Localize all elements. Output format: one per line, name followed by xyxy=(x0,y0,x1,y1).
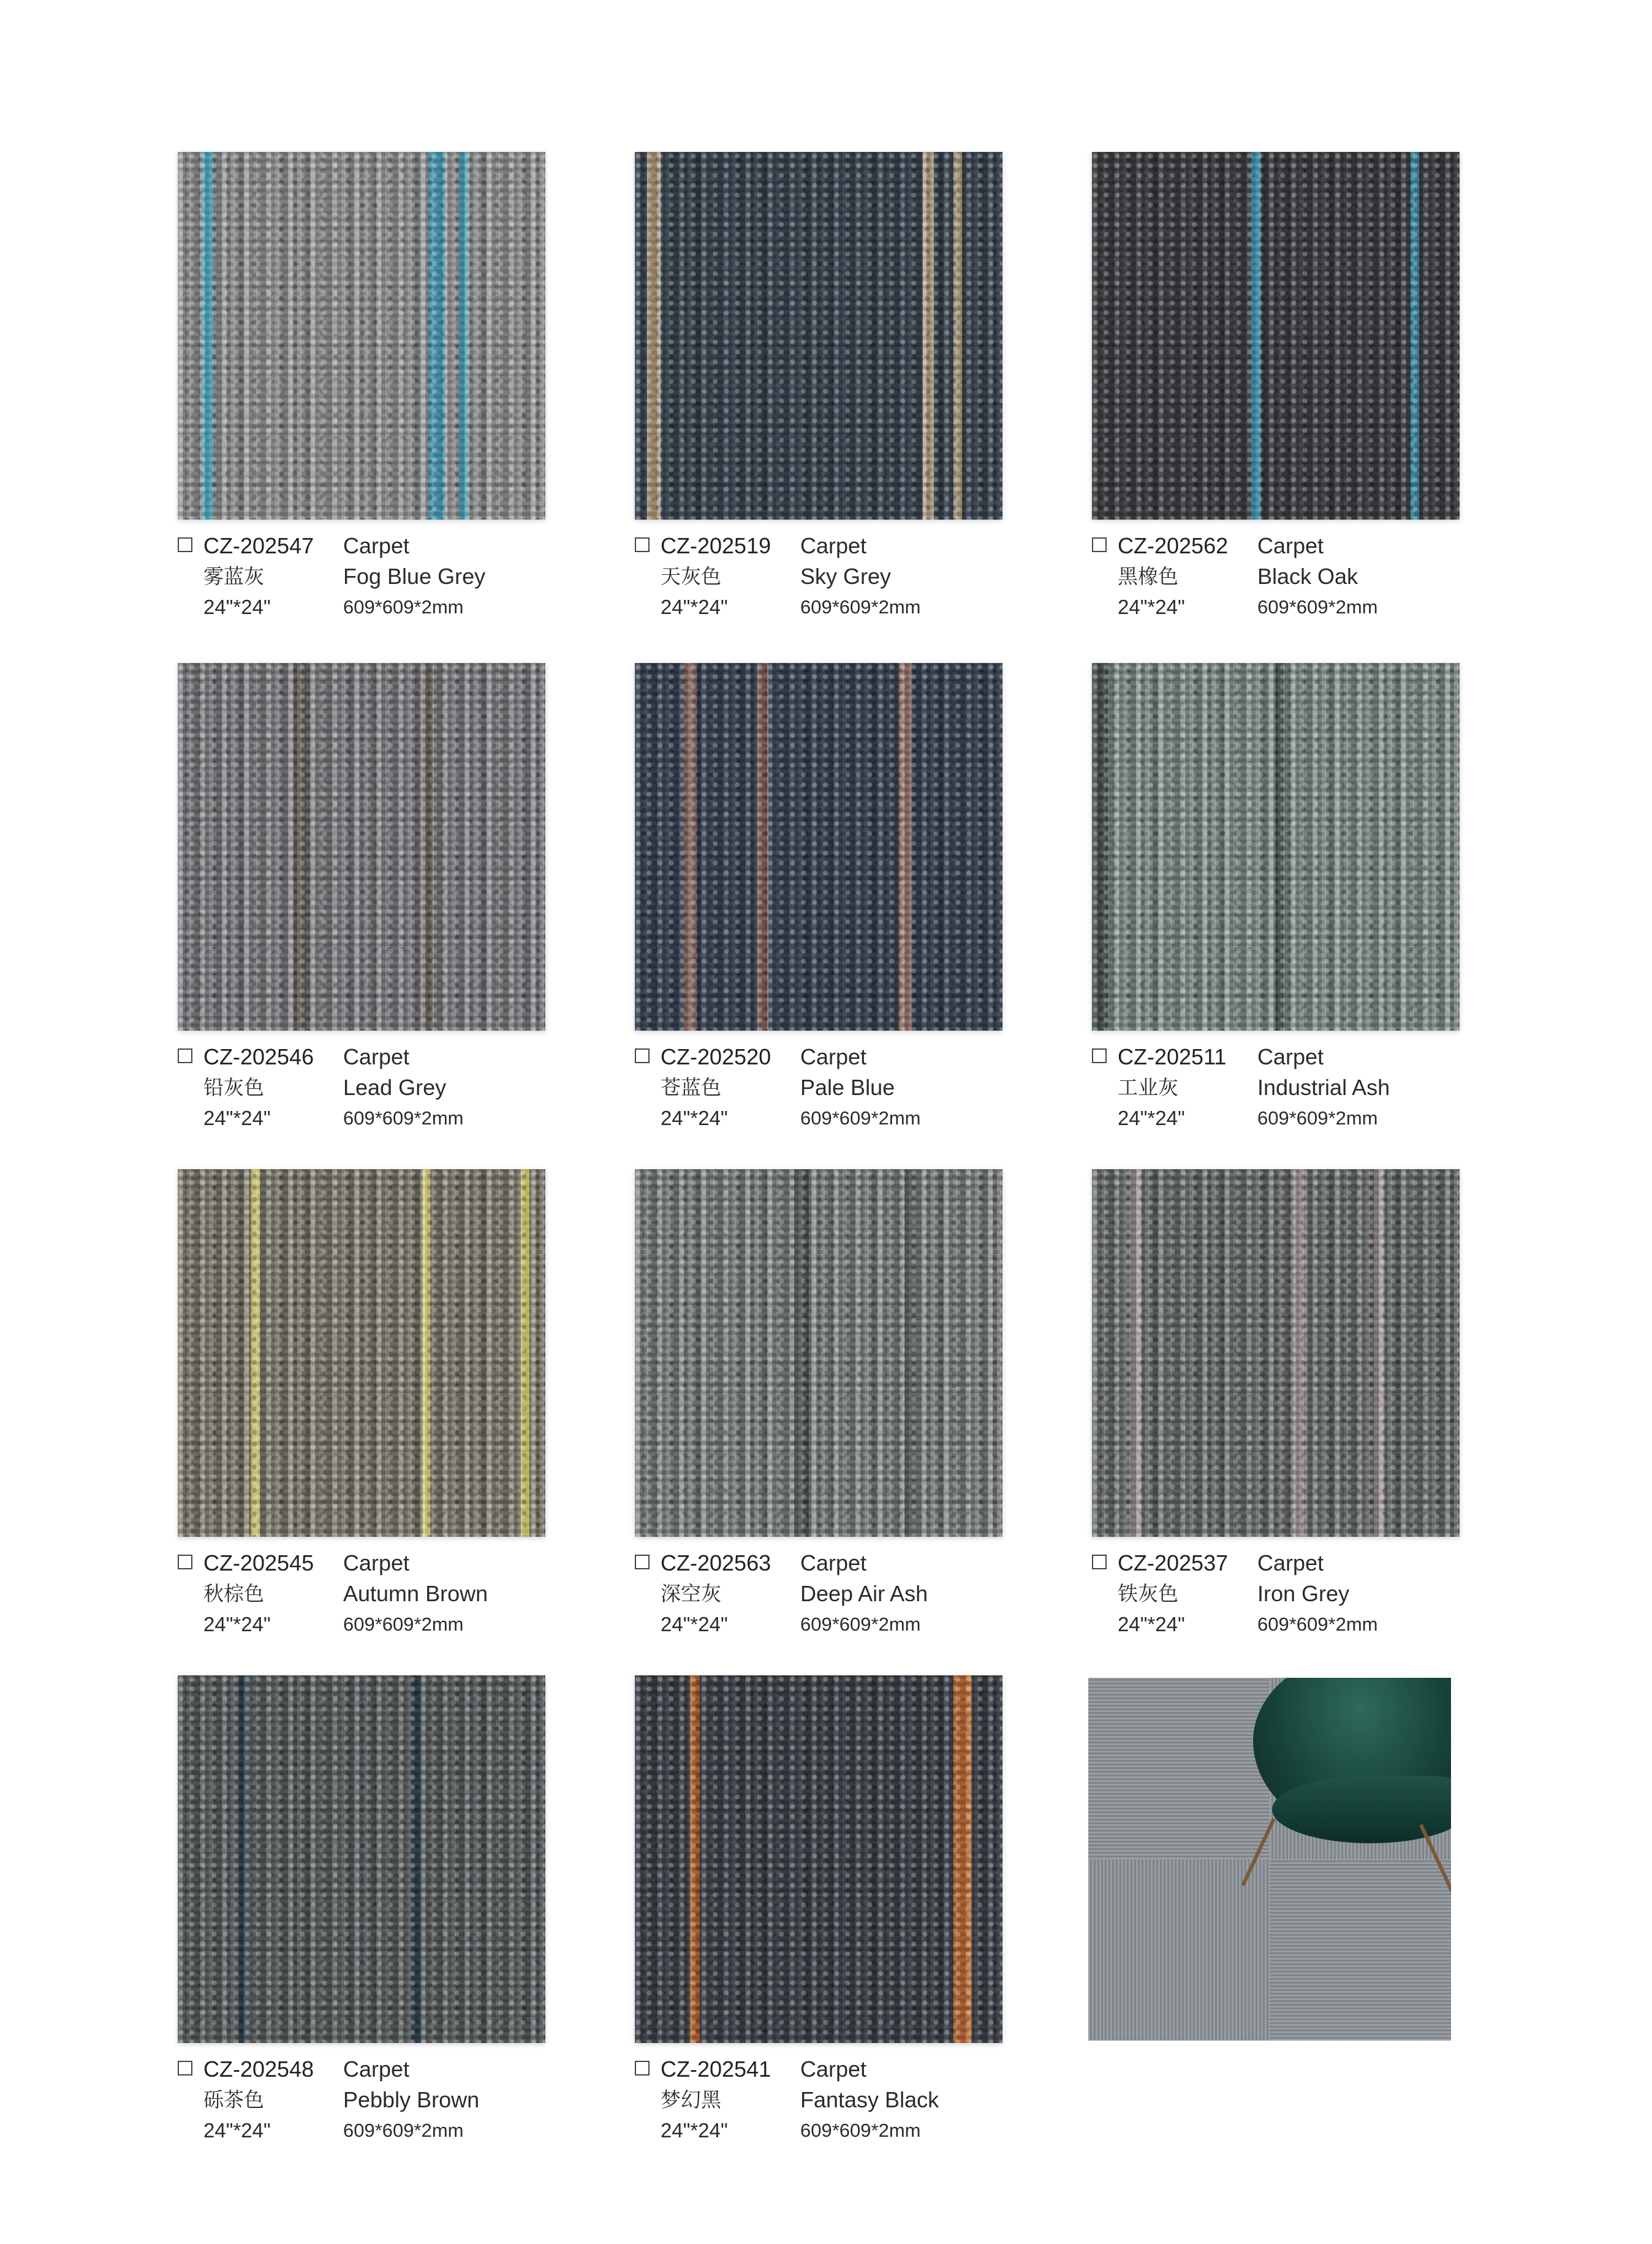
product-code: CZ-202562 xyxy=(1118,533,1229,558)
select-checkbox[interactable] xyxy=(1092,1048,1107,1063)
product-name-cn: 苍蓝色 xyxy=(661,1075,721,1099)
carpet-swatch-image xyxy=(1092,663,1460,1031)
product-name-en: Iron Grey xyxy=(1257,1581,1350,1606)
product-name-en: Pale Blue xyxy=(800,1075,895,1100)
product-meta xyxy=(635,531,1101,635)
product-code: CZ-202520 xyxy=(661,1044,771,1069)
product-size-mm: 609*609*2mm xyxy=(343,596,464,618)
product-meta xyxy=(178,1042,643,1146)
product-size-inches: 24"*24" xyxy=(1118,1107,1185,1129)
product-code: CZ-202548 xyxy=(203,2056,314,2082)
carpet-swatch-image xyxy=(178,663,545,1031)
product-code: CZ-202546 xyxy=(203,1044,314,1069)
product-meta xyxy=(178,531,643,635)
product-code: CZ-202563 xyxy=(661,1550,771,1575)
product-name-en: Fantasy Black xyxy=(800,2087,939,2112)
product-name-en: Pebbly Brown xyxy=(343,2087,480,2112)
product-size-mm: 609*609*2mm xyxy=(1257,1107,1378,1129)
product-code: CZ-202545 xyxy=(203,1550,314,1575)
product-size-mm: 609*609*2mm xyxy=(1257,1613,1378,1635)
product-size-mm: 609*609*2mm xyxy=(800,1613,921,1635)
select-checkbox[interactable] xyxy=(178,1048,192,1063)
product-size-inches: 24"*24" xyxy=(203,1613,271,1636)
product-code: CZ-202547 xyxy=(203,533,314,558)
product-name-en: Sky Grey xyxy=(800,564,892,589)
product-type: Carpet xyxy=(343,1550,410,1575)
carpet-swatch-image xyxy=(178,1169,545,1537)
carpet-swatch-image xyxy=(635,1675,1002,2043)
product-meta xyxy=(178,2054,643,2158)
product-type: Carpet xyxy=(343,533,410,558)
product-type: Carpet xyxy=(343,2056,410,2082)
product-size-mm: 609*609*2mm xyxy=(343,1107,464,1129)
carpet-swatch-image xyxy=(1092,1169,1460,1537)
product-name-en: Industrial Ash xyxy=(1257,1075,1390,1100)
product-size-mm: 609*609*2mm xyxy=(343,2120,464,2141)
product-type: Carpet xyxy=(800,533,867,558)
select-checkbox[interactable] xyxy=(635,1048,650,1063)
product-name-cn: 铁灰色 xyxy=(1118,1582,1178,1605)
product-name-cn: 深空灰 xyxy=(661,1582,721,1605)
product-type: Carpet xyxy=(1257,533,1324,558)
product-size-mm: 609*609*2mm xyxy=(800,2120,921,2141)
product-meta xyxy=(1092,531,1558,635)
product-size-inches: 24"*24" xyxy=(661,1613,728,1636)
product-size-inches: 24"*24" xyxy=(203,596,271,618)
product-code: CZ-202541 xyxy=(661,2056,771,2082)
select-checkbox[interactable] xyxy=(635,537,650,552)
product-name-cn: 梦幻黑 xyxy=(661,2088,721,2112)
select-checkbox[interactable] xyxy=(635,1555,650,1569)
product-type: Carpet xyxy=(1257,1550,1324,1575)
product-size-mm: 609*609*2mm xyxy=(1257,596,1378,618)
product-meta xyxy=(635,1042,1101,1146)
product-type: Carpet xyxy=(343,1044,410,1069)
product-code: CZ-202511 xyxy=(1118,1044,1227,1069)
select-checkbox[interactable] xyxy=(1092,537,1107,552)
product-name-cn: 砾茶色 xyxy=(203,2088,264,2112)
product-meta xyxy=(635,1548,1101,1652)
product-type: Carpet xyxy=(800,1044,867,1069)
product-name-cn: 工业灰 xyxy=(1118,1075,1178,1099)
product-code: CZ-202537 xyxy=(1118,1550,1229,1575)
product-size-mm: 609*609*2mm xyxy=(343,1613,464,1635)
room-scene-photo xyxy=(1088,1678,1451,2041)
product-size-inches: 24"*24" xyxy=(1118,596,1185,618)
carpet-swatch-image xyxy=(1092,152,1460,520)
carpet-swatch-image xyxy=(178,152,545,520)
product-meta xyxy=(635,2054,1101,2158)
product-name-cn: 雾蓝灰 xyxy=(203,564,264,588)
product-name-en: Black Oak xyxy=(1257,564,1358,589)
select-checkbox[interactable] xyxy=(178,2061,192,2075)
product-meta xyxy=(1092,1548,1558,1652)
product-size-inches: 24"*24" xyxy=(1118,1613,1185,1636)
carpet-swatch-image xyxy=(635,152,1002,520)
carpet-swatch-image xyxy=(635,1169,1002,1537)
product-size-inches: 24"*24" xyxy=(661,2119,728,2142)
product-size-inches: 24"*24" xyxy=(203,1107,271,1129)
product-size-inches: 24"*24" xyxy=(661,596,728,618)
select-checkbox[interactable] xyxy=(178,537,192,552)
product-name-en: Lead Grey xyxy=(343,1075,447,1100)
product-name-cn: 秋棕色 xyxy=(203,1582,264,1605)
product-name-cn: 黑橡色 xyxy=(1118,564,1178,588)
product-type: Carpet xyxy=(800,1550,867,1575)
product-name-en: Autumn Brown xyxy=(343,1581,488,1606)
product-type: Carpet xyxy=(1257,1044,1324,1069)
product-name-cn: 天灰色 xyxy=(661,564,721,588)
product-name-cn: 铅灰色 xyxy=(203,1075,264,1099)
product-meta xyxy=(178,1548,643,1652)
carpet-swatch-image xyxy=(178,1675,545,2043)
product-meta xyxy=(1092,1042,1558,1146)
product-size-mm: 609*609*2mm xyxy=(800,1107,921,1129)
product-size-inches: 24"*24" xyxy=(203,2119,271,2142)
select-checkbox[interactable] xyxy=(178,1555,192,1569)
product-size-inches: 24"*24" xyxy=(661,1107,728,1129)
product-name-en: Fog Blue Grey xyxy=(343,564,486,589)
select-checkbox[interactable] xyxy=(635,2061,650,2075)
product-size-mm: 609*609*2mm xyxy=(800,596,921,618)
select-checkbox[interactable] xyxy=(1092,1555,1107,1569)
carpet-swatch-image xyxy=(635,663,1002,1031)
product-type: Carpet xyxy=(800,2056,867,2082)
product-code: CZ-202519 xyxy=(661,533,771,558)
product-name-en: Deep Air Ash xyxy=(800,1581,928,1606)
